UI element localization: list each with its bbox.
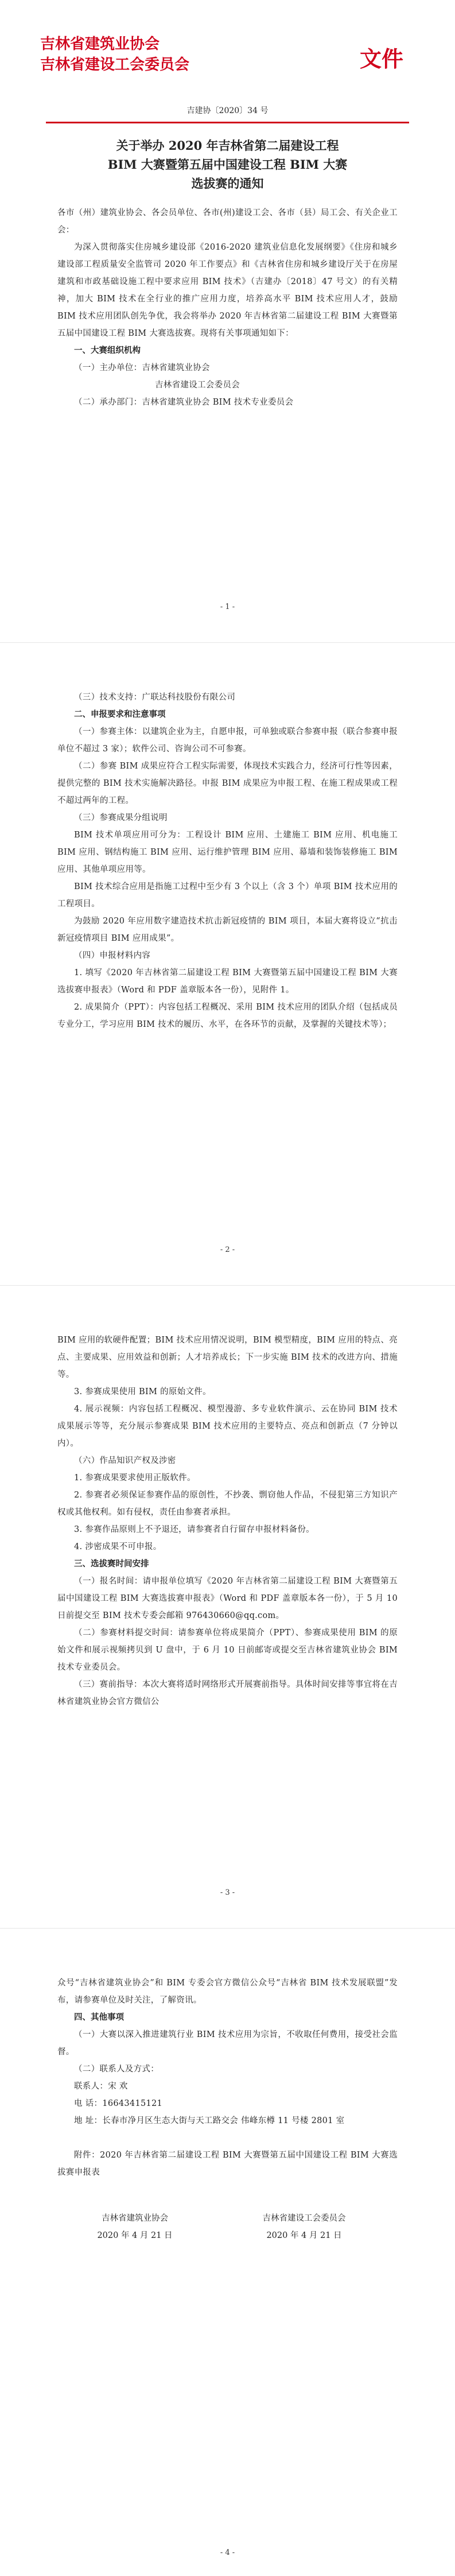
signature-left-date: 2020 年 4 月 21 日 xyxy=(97,2231,173,2240)
signature-left xyxy=(77,2210,192,2244)
signature-right xyxy=(247,2210,361,2244)
ip-2: 2. 参赛者必须保证参赛作品的原创性，不抄袭、剽窃他人作品，不侵犯第三方知识产权或其他权利。如有侵权，责任由参赛者承担。 xyxy=(57,1491,398,1517)
doc-title xyxy=(57,136,398,193)
schedule-1: （一）报名时间：请申报单位填写《2020 年吉林省第二届建设工程 BIM 大赛暨第五届中国建设工程 BIM 大赛选拔赛申报表》（Word 和 PDF 盖章版本各一份），于 5 月 10 日前提交至 BIM 技术专委会邮箱 976430660@qq.com。 xyxy=(57,1577,398,1620)
requirement-4b: 2. 成果简介（PPT）：内容包括工程概况、采用 BIM 技术应用的团队介绍（包括成员专业分工，学习应用 BIM 技术的履历、水平，在各环节的贡献，及掌握的关键技术等）； xyxy=(57,1003,398,1029)
page-divider-2 xyxy=(0,1285,455,1286)
page-1 xyxy=(0,34,455,411)
host-units-2: 吉林省建设工会委员会 xyxy=(155,381,240,390)
ppt-content-continued: BIM 应用的软硬件配置；BIM 技术应用情况说明，BIM 模型精度，BIM 应用的特点、亮点、主要成果、应用效益和创新；人才培养成长；下一步实施 BIM 技术的改进方向、措施等。 xyxy=(57,1336,398,1379)
requirement-4a: 1. 填写《2020 年吉林省第二届建设工程 BIM 大赛暨第五届中国建设工程 BIM 大赛选拔赛申报表》（Word 和 PDF 盖章版本各一份），见附件 1。 xyxy=(57,968,398,995)
other-1: （一）大赛以深入推进建筑行业 BIM 技术应用为宗旨，不收取任何费用，接受社会监督。 xyxy=(57,2030,398,2057)
title-line-1: 关于举办 2020 年吉林省第二届建设工程 xyxy=(116,138,339,153)
signature-right-date: 2020 年 4 月 21 日 xyxy=(266,2231,342,2240)
red-rule xyxy=(46,122,409,123)
section-3-heading: 三、选拔赛时间安排 xyxy=(74,1559,149,1569)
host-units: （一）主办单位：吉林省建筑业协会 xyxy=(74,363,210,373)
org-name-line-1: 吉林省建筑业协会 xyxy=(40,36,160,53)
page-number-2: - 2 - xyxy=(220,1246,235,1254)
doc-label: 文件 xyxy=(359,46,403,72)
tech-support: （三）技术支持：广联达科技股份有限公司 xyxy=(74,693,236,702)
intro-paragraph: 为深入贯彻落实住房城乡建设部《2016-2020 建筑业信息化发展纲要》《住房和城乡建设部工程质量安全监管司 2020 年工作要点》和《吉林省住房和城乡建设厅关于在房屋建筑和市政基础设施工程中要求应用 BIM 技术》（吉建办〔2018〕47 号文）的有关精神，加大 BIM 技术在全行业的推广应用力度，培养高水平 BIM 技术应用人才，鼓励 BIM 技术应用团队创先争优，我会将举办 2020 年吉林省第二届建设工程 BIM 大赛暨第五届中国建设工程 BIM 大赛选拔赛。现将有关事项通知如下： xyxy=(57,243,398,338)
page-2 xyxy=(0,689,455,1033)
signature-right-org: 吉林省建设工会委员会 xyxy=(262,2214,346,2223)
requirement-3a: BIM 技术单项应用可分为：工程设计 BIM 应用、土建施工 BIM 应用、机电施工 BIM 应用、钢结构施工 BIM 应用、运行维护管理 BIM 应用、幕墙和装饰装修施工 BIM 应用、其他单项应用等。 xyxy=(57,831,398,874)
org-name-line-2: 吉林省建设工会委员会 xyxy=(40,56,190,73)
requirement-3: （三）参赛成果分组说明 xyxy=(74,813,168,823)
page-divider-3 xyxy=(0,1928,455,1929)
section-2-heading: 二、申报要求和注意事项 xyxy=(74,710,166,719)
page-divider-1 xyxy=(0,642,455,643)
letterhead xyxy=(40,34,403,98)
attachment-note: 附件：2020 年吉林省第二届建设工程 BIM 大赛暨第五届中国建设工程 BIM 大赛选拔赛申报表 xyxy=(57,2151,398,2177)
title-line-2: BIM 大赛暨第五届中国建设工程 BIM 大赛 xyxy=(107,157,348,172)
schedule-3: （三）赛前指导：本次大赛将适时网络形式开展赛前指导。具体时间安排等事宜将在吉林省建筑业协会官方微信公 xyxy=(57,1680,398,1706)
contact-person: 联系人：宋 欢 xyxy=(74,2082,128,2091)
organizer: （二）承办部门：吉林省建筑业协会 BIM 技术专业委员会 xyxy=(74,398,294,407)
material-3: 3. 参赛成果使用 BIM 的原始文件。 xyxy=(74,1387,211,1396)
doc-number: 吉建协〔2020〕34 号 xyxy=(186,106,269,115)
requirement-2: （二）参赛 BIM 成果应符合工程实际需要，体现技术实践合力，经济可行性等因素，提供完整的 BIM 技术实施解决路径。申报 BIM 成果应为申报工程、在施工程成果或工程不超过两年的工程。 xyxy=(57,762,398,805)
page-4 xyxy=(0,1974,455,2181)
page-number-4: - 4 - xyxy=(220,2548,235,2557)
section-1-heading: 一、大赛组织机构 xyxy=(74,346,141,355)
requirement-3b: BIM 技术综合应用是指施工过程中至少有 3 个以上（含 3 个）单项 BIM 技术应用的工程项目。 xyxy=(57,882,398,909)
contact-phone: 电 话：16643415121 xyxy=(74,2099,163,2108)
signature-left-org: 吉林省建筑业协会 xyxy=(102,2214,168,2223)
section-4-heading: 四、其他事项 xyxy=(74,2013,124,2022)
ip-heading: （六）作品知识产权及涉密 xyxy=(74,1456,176,1465)
requirement-4: （四）申报材料内容 xyxy=(74,951,151,960)
requirement-1: （一）参赛主体：以建筑企业为主，自愿申报，可单独或联合参赛申报（联合参赛申报单位不超过 3 家）；软件公司、咨询公司不可参赛。 xyxy=(57,727,398,754)
material-4: 4. 展示视频：内容包括工程概况、模型漫游、多专业软件演示、云在协同 BIM 技术成果展示等等，充分展示参赛成果 BIM 技术应用的主要特点、亮点和创新点（7 分钟以内）。 xyxy=(57,1405,398,1448)
requirement-3c: 为鼓励 2020 年应用数字建造技术抗击新冠疫情的 BIM 项目，本届大赛将设立“抗击新冠疫情项目 BIM 应用成果”。 xyxy=(57,917,398,943)
title-line-3: 选拔赛的通知 xyxy=(191,176,264,191)
ip-3: 3. 参赛作品原则上不予退还，请参赛者自行留存申报材料备份。 xyxy=(74,1525,314,1534)
contact-address: 地 址：长春市净月区生态大街与天工路交会 伟峰东樽 11 号楼 2801 室 xyxy=(74,2116,345,2125)
other-2: （二）联系人及方式： xyxy=(74,2065,159,2074)
ip-1: 1. 参赛成果要求使用正版软件。 xyxy=(74,1473,196,1483)
page-3 xyxy=(0,1332,455,1710)
schedule-2: （二）参赛材料提交时间：请参赛单位将成果简介（PPT）、参赛成果使用 BIM 的原始文件和展示视频拷贝到 U 盘中，于 6 月 10 日前邮寄或提交至吉林省建筑业协会 BIM 技术专业委员会。 xyxy=(57,1628,398,1672)
page-number-1: - 1 - xyxy=(220,603,235,611)
wechat-notice: 众号“吉林省建筑业协会”和 BIM 专委会官方微信公众号“吉林省 BIM 技术发展联盟”发布，请参赛单位及时关注，了解资讯。 xyxy=(57,1978,398,2005)
ip-4: 4. 涉密成果不可申报。 xyxy=(74,1542,162,1551)
recipients: 各市（州）建筑业协会、各会员单位、各市(州)建设工会、各市（县）局工会、有关企业工会： xyxy=(57,208,398,235)
page-number-3: - 3 - xyxy=(220,1888,235,1897)
